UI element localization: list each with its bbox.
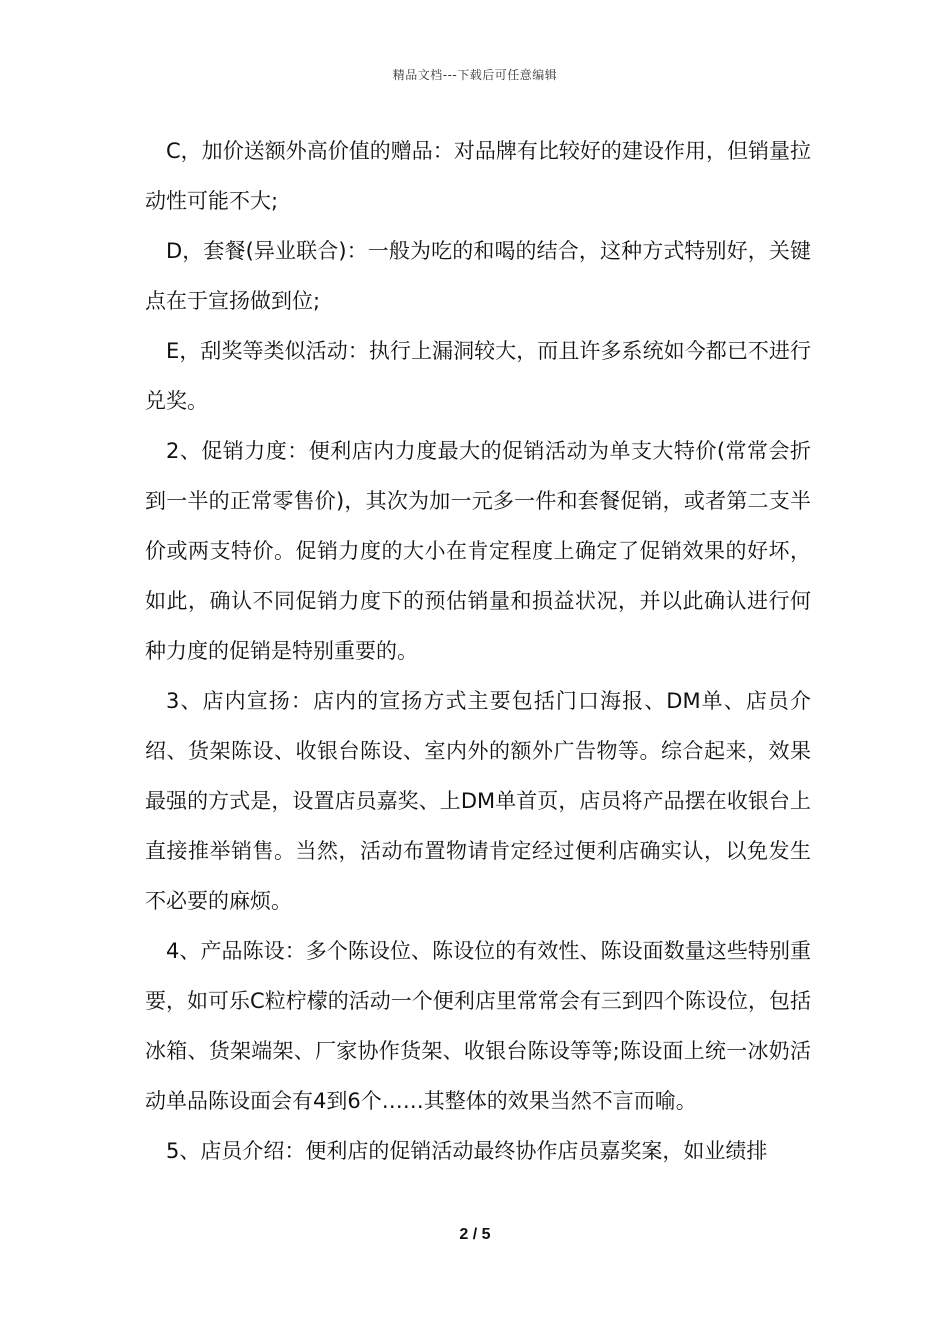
document-body: [145, 126, 811, 1176]
paragraph-staff-introduction: 5、店员介绍：便利店的促销活动最终协作店员嘉奖案，如业绩排: [166, 1139, 768, 1163]
paragraph-c: C，加价送额外高价值的赠品：对品牌有比较好的建设作用，但销量拉动性可能不大;: [145, 139, 811, 213]
page-number: 2 / 5: [459, 1226, 491, 1243]
paragraph-in-store-promotion: 3、店内宣扬：店内的宣扬方式主要包括门口海报、DM单、店员介绍、货架陈设、收银台陈设、室内外的额外广告物等。综合起来，效果最强的方式是，设置店员嘉奖、上DM单首页，店员将产品摆在收银台上直接推举销售。当然，活动布置物请肯定经过便利店确实认，以免发生不必要的麻烦。: [145, 689, 811, 913]
paragraph-product-display: 4、产品陈设：多个陈设位、陈设位的有效性、陈设面数量这些特别重要，如可乐C粒柠檬的活动一个便利店里常常会有三到四个陈设位，包括冰箱、货架端架、厂家协作货架、收银台陈设等等;陈设面上统一冰奶活动单品陈设面会有4到6个……其整体的效果当然不言而喻。: [145, 939, 811, 1113]
page-header: 精品文档---下载后可任意编辑: [392, 68, 558, 82]
paragraph-e: E，刮奖等类似活动：执行上漏洞较大，而且许多系统如今都已不进行兑奖。: [145, 339, 811, 413]
paragraph-promotion-intensity: 2、促销力度：便利店内力度最大的促销活动为单支大特价(常常会折到一半的正常零售价)，其次为加一元多一件和套餐促销，或者第二支半价或两支特价。促销力度的大小在肯定程度上确定了促销效果的好坏，如此，确认不同促销力度下的预估销量和损益状况，并以此确认进行何种力度的促销是特别重要的。: [145, 439, 811, 663]
paragraph-d: D，套餐(异业联合)：一般为吃的和喝的结合，这种方式特别好，关键点在于宣扬做到位;: [145, 239, 811, 313]
